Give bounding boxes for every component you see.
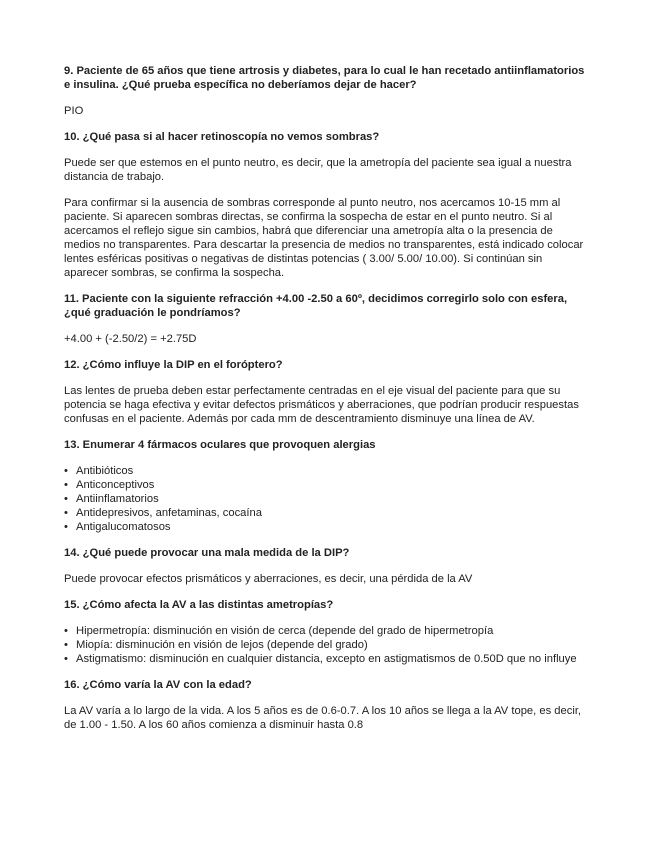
question-12-answer: Las lentes de prueba deben estar perfectamente centradas en el eje visual del paciente para que su potencia se haga efectiva y evitar defectos prismáticos y aberraciones, que podrían producir respuestas confusas en el paciente. Además por cada mm de descentramiento disminuye una línea de AV. — [64, 385, 579, 425]
question-16-answer: La AV varía a lo largo de la vida. A los 5 años es de 0.6-0.7. A los 10 años se llega a la AV tope, es decir, de 1.00 - 1.50. A los 60 años comienza a disminuir hasta 0.8 — [64, 705, 582, 731]
question-13-title: 13. Enumerar 4 fármacos oculares que provoquen alergias — [64, 439, 376, 451]
question-16-title: 16. ¿Cómo varía la AV con la edad? — [64, 679, 252, 691]
question-12 — [64, 358, 588, 426]
question-14-title: 14. ¿Qué puede provocar una mala medida de la DIP? — [64, 547, 350, 559]
question-16 — [64, 678, 588, 732]
list-item: • Antidepresivos, anfetaminas, cocaína — [64, 506, 588, 520]
list-item: • Hipermetropía: disminución en visión de cerca (depende del grado de hipermetropía — [64, 624, 588, 638]
question-15-title: 15. ¿Cómo afecta la AV a las distintas ametropías? — [64, 599, 334, 611]
question-10-paragraph-1: Puede ser que estemos en el punto neutro, es decir, que la ametropía del paciente sea igual a nuestra distancia de trabajo. — [64, 157, 572, 183]
question-11 — [64, 292, 588, 346]
question-14 — [64, 546, 588, 586]
list-item: • Antibióticos — [64, 464, 588, 478]
question-9-answer: PIO — [64, 105, 84, 117]
list-item: • Anticonceptivos — [64, 478, 588, 492]
question-10-title: 10. ¿Qué pasa si al hacer retinoscopía no vemos sombras? — [64, 131, 380, 143]
question-14-answer: Puede provocar efectos prismáticos y aberraciones, es decir, una pérdida de la AV — [64, 573, 473, 585]
question-13-list — [64, 464, 588, 534]
list-item: • Astigmatismo: disminución en cualquier distancia, excepto en astigmatismos de 0.50D que no influye — [64, 652, 588, 666]
question-10 — [64, 130, 588, 280]
list-item: • Antiinflamatorios — [64, 492, 588, 506]
document-page — [64, 64, 588, 743]
question-10-paragraph-2: Para confirmar si la ausencia de sombras corresponde al punto neutro, nos acercamos 10-15 mm al paciente. Si aparecen sombras directas, se confirma la sospecha de estar en el punto neutro. Si al acercamos el reflejo sigue sin cambios, habrá que diferenciar una ametropía alta o la presencia de medios no transparentes. Para descartar la presencia de medios no transparentes, está indicado colocar lentes esféricas positivas o negativas de distintas potencias ( 3.00/ 5.00/ 10.00). Si continúan sin aparecer sombras, se confirma la sospecha. — [64, 197, 584, 279]
question-15 — [64, 598, 588, 666]
question-9-title: 9. Paciente de 65 años que tiene artrosis y diabetes, para lo cual le han recetado antiinflamatorios e insulina. ¿Qué prueba específica no deberíamos dejar de hacer? — [64, 65, 585, 91]
question-11-answer: +4.00 + (-2.50/2) = +2.75D — [64, 333, 197, 345]
question-9 — [64, 64, 588, 118]
question-13 — [64, 438, 588, 534]
question-15-list — [64, 624, 588, 666]
list-item: • Antigalucomatosos — [64, 520, 588, 534]
list-item: • Miopía: disminución en visión de lejos (depende del grado) — [64, 638, 588, 652]
question-12-title: 12. ¿Cómo influye la DIP en el foróptero? — [64, 359, 283, 371]
question-11-title: 11. Paciente con la siguiente refracción +4.00 -2.50 a 60º, decidimos corregirlo solo con esfera, ¿qué graduación le pondríamos? — [64, 293, 568, 319]
